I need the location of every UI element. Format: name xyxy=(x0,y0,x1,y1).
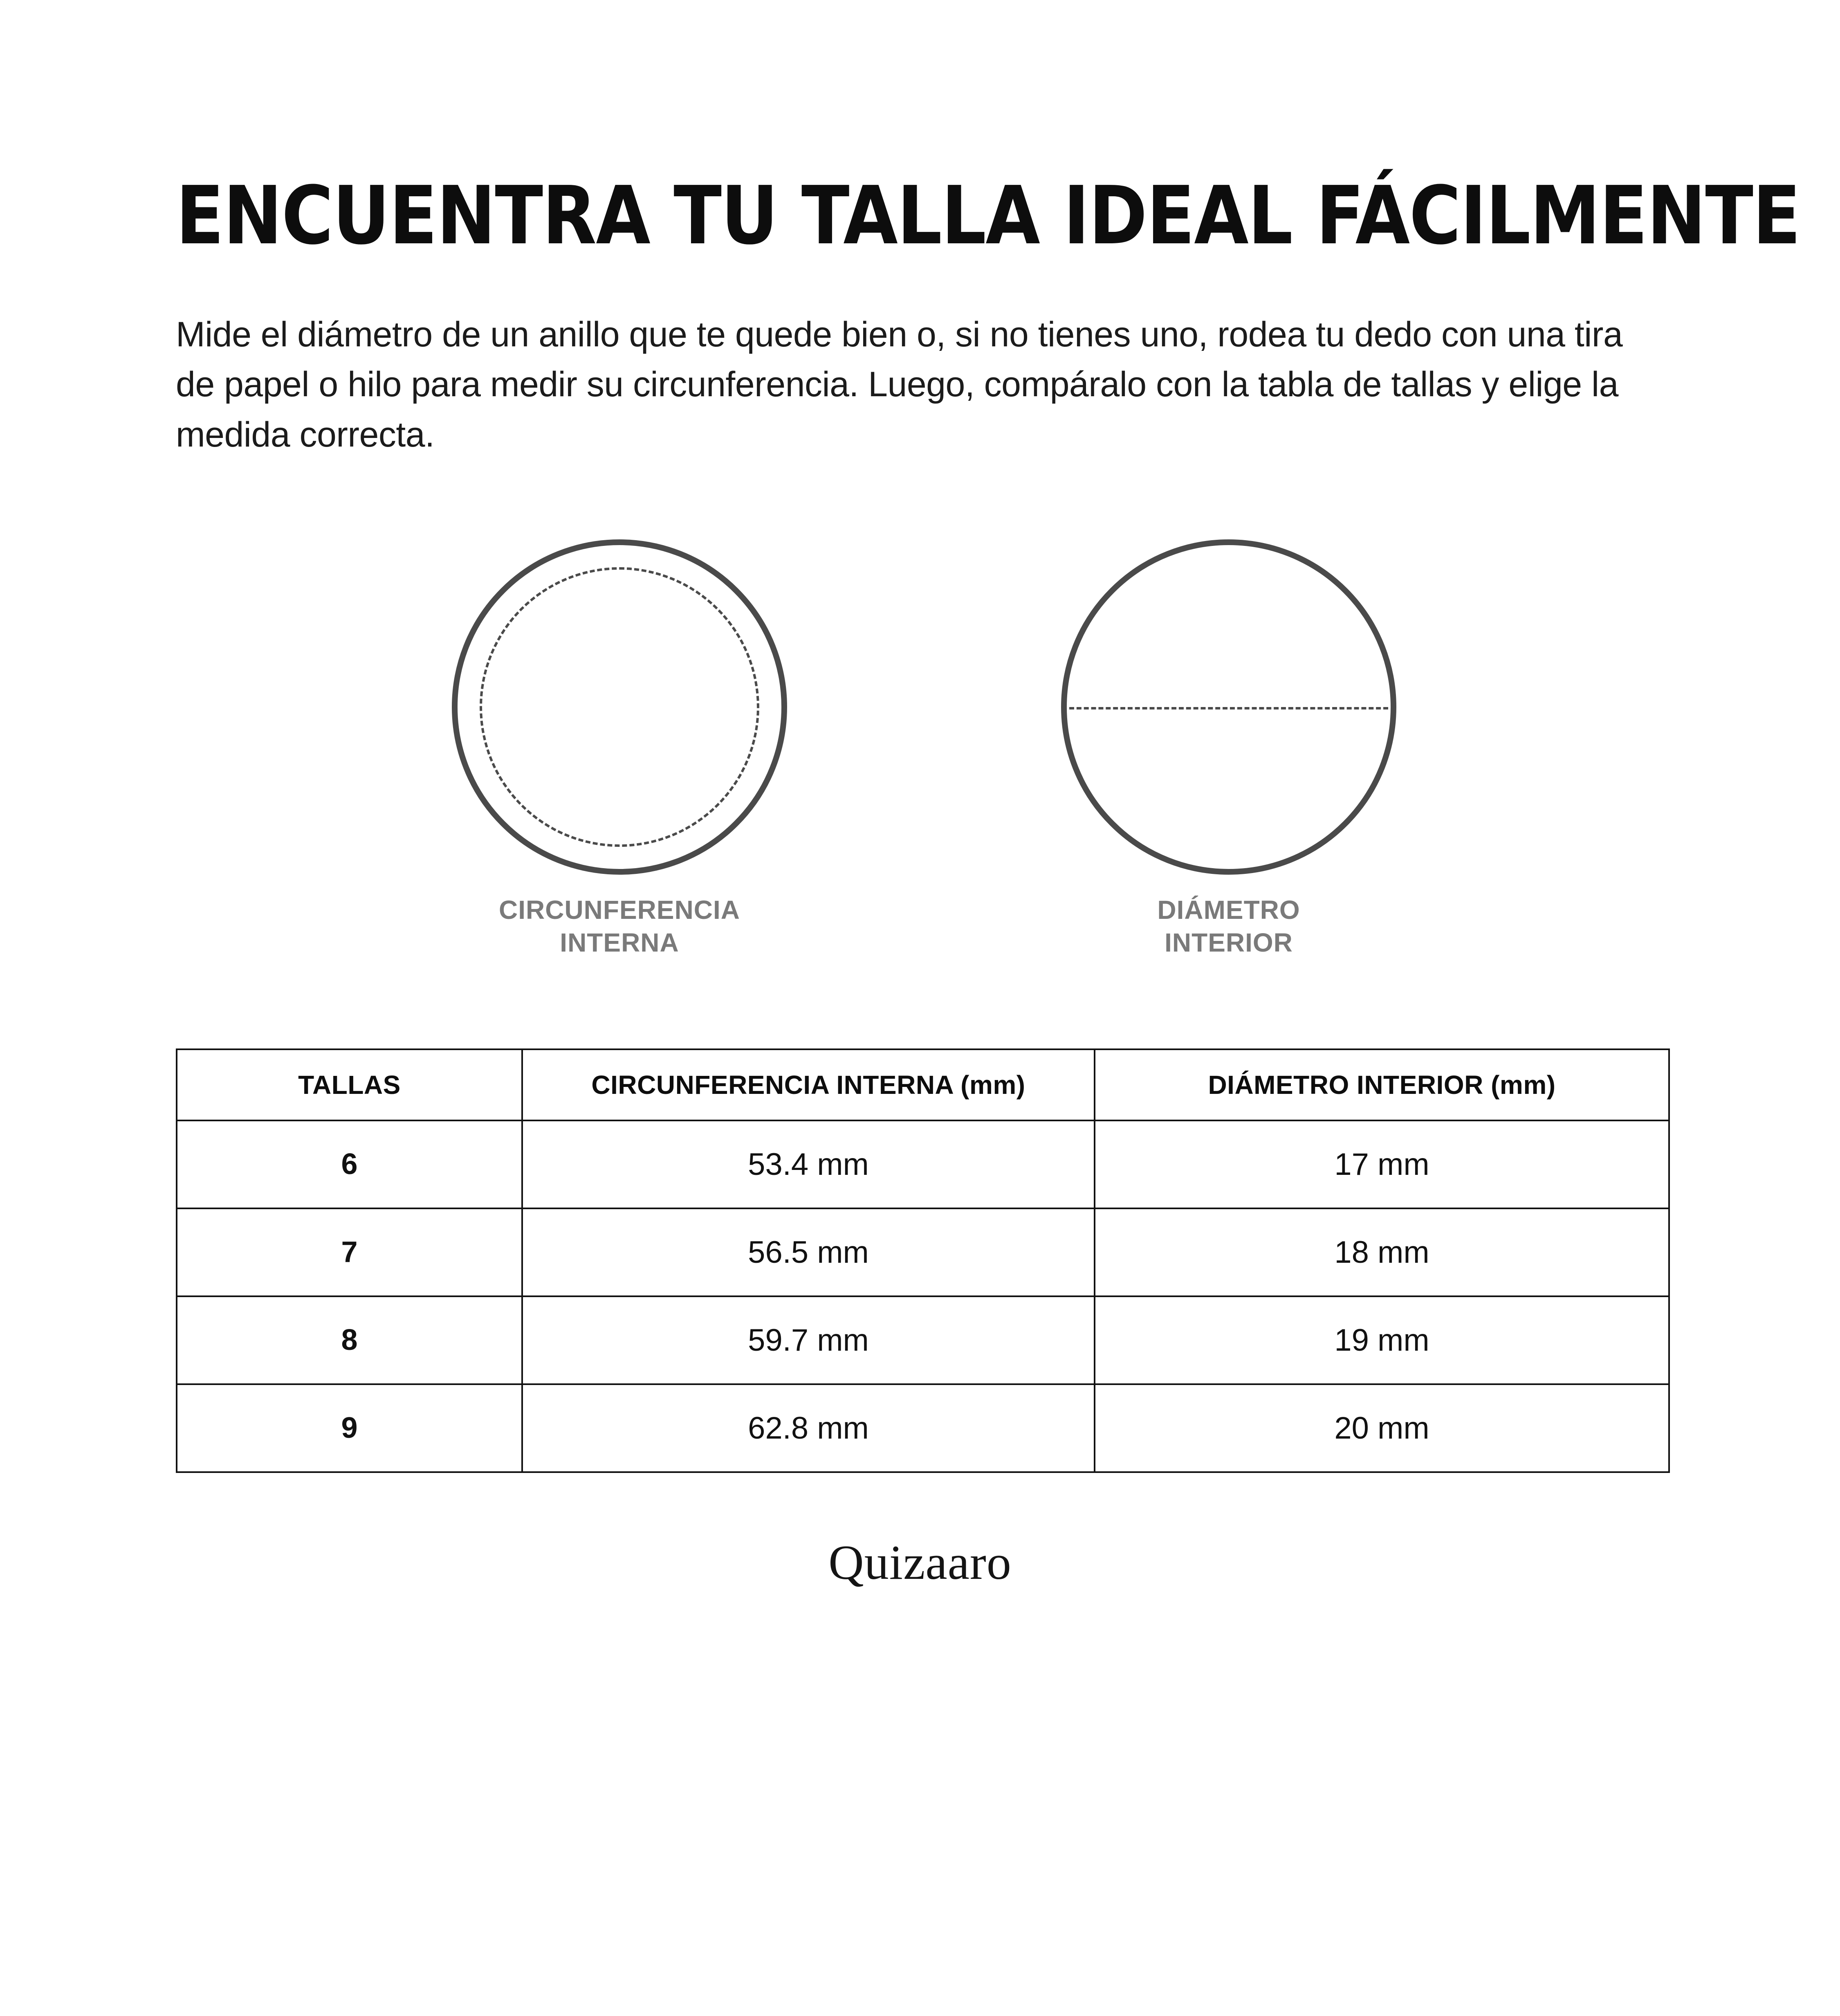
table-row xyxy=(177,1208,1669,1296)
cell-diameter: 17 mm xyxy=(1095,1120,1669,1208)
table-header-row xyxy=(177,1049,1669,1120)
intro-paragraph: Mide el diámetro de un anillo que te quede bien o, si no tienes uno, rodea tu dedo con una tira de papel o hilo para medir su circunferencia. Luego, compáralo con la tabla de tallas y elige la medida correcta. xyxy=(176,315,1623,454)
size-table xyxy=(176,1048,1670,1473)
diameter-caption-line2: INTERIOR xyxy=(1165,927,1293,957)
cell-size: 6 xyxy=(177,1120,522,1208)
inner-circumference-dashed-icon xyxy=(480,567,759,847)
table-row xyxy=(177,1120,1669,1208)
ring-size-guide-page xyxy=(0,169,1840,2016)
cell-diameter: 18 mm xyxy=(1095,1208,1669,1296)
diagram-section xyxy=(176,539,1664,997)
cell-diameter: 20 mm xyxy=(1095,1384,1669,1472)
table-row xyxy=(177,1384,1669,1472)
ring-circle-circumference xyxy=(452,539,787,875)
table-row xyxy=(177,1296,1669,1384)
cell-circumference: 53.4 mm xyxy=(522,1120,1095,1208)
cell-diameter: 19 mm xyxy=(1095,1296,1669,1384)
table-header-circunferencia: CIRCUNFERENCIA INTERNA (mm) xyxy=(522,1049,1095,1120)
table-header-tallas: TALLAS xyxy=(177,1049,522,1120)
diameter-dashed-line-icon xyxy=(1069,707,1388,709)
cell-size: 9 xyxy=(177,1384,522,1472)
cell-size: 7 xyxy=(177,1208,522,1296)
page-title: ENCUENTRA TU TALLA IDEAL FÁCILMENTE xyxy=(176,169,1800,263)
table-header-diametro: DIÁMETRO INTERIOR (mm) xyxy=(1095,1049,1669,1120)
circumference-caption-line1: CIRCUNFERENCIA xyxy=(499,895,740,925)
circumference-diagram xyxy=(452,539,787,959)
diameter-diagram xyxy=(1061,539,1396,959)
cell-circumference: 62.8 mm xyxy=(522,1384,1095,1472)
diameter-caption xyxy=(1061,894,1396,959)
cell-size: 8 xyxy=(177,1296,522,1384)
circumference-caption-line2: INTERNA xyxy=(560,927,679,957)
diameter-caption-line1: DIÁMETRO xyxy=(1157,895,1300,925)
cell-circumference: 56.5 mm xyxy=(522,1208,1095,1296)
size-table-wrapper xyxy=(176,1048,1664,1473)
ring-circle-diameter xyxy=(1061,539,1396,875)
circumference-caption xyxy=(452,894,787,959)
cell-circumference: 59.7 mm xyxy=(522,1296,1095,1384)
brand-name: Quizaaro xyxy=(828,1535,1012,1589)
